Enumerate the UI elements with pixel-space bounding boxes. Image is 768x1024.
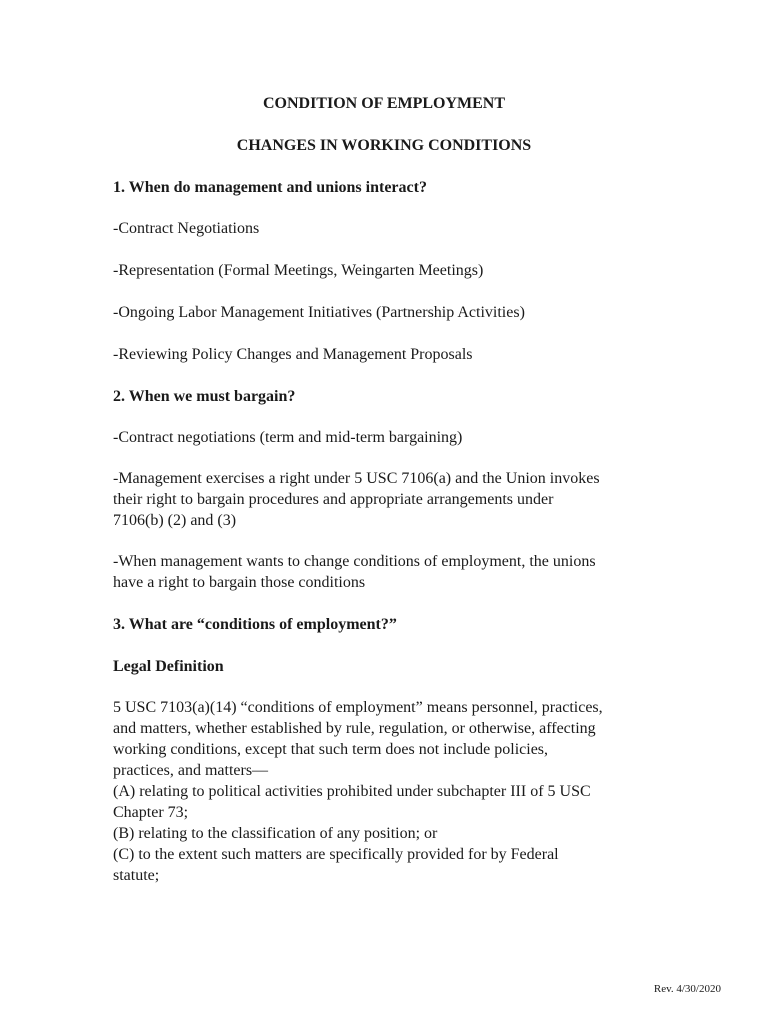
- list-item: -Ongoing Labor Management Initiatives (Partnership Activities): [113, 304, 525, 321]
- question-3-heading: 3. What are “conditions of employment?”: [113, 616, 397, 633]
- list-item: -Contract negotiations (term and mid-term bargaining): [113, 429, 463, 446]
- definition-line: practices, and matters—: [113, 762, 269, 779]
- definition-line: statute;: [113, 867, 160, 884]
- definition-line: 5 USC 7103(a)(14) “conditions of employment” means personnel, practices,: [113, 699, 603, 716]
- definition-line: Chapter 73;: [113, 804, 189, 821]
- legal-definition-heading: Legal Definition: [113, 658, 224, 675]
- question-1-heading: 1. When do management and unions interact?: [113, 179, 427, 196]
- paragraph-line: -When management wants to change conditions of employment, the unions: [113, 553, 596, 570]
- paragraph-line: -Management exercises a right under 5 USC 7106(a) and the Union invokes: [113, 470, 600, 487]
- list-item: -Contract Negotiations: [113, 220, 260, 237]
- definition-line: and matters, whether established by rule, regulation, or otherwise, affecting: [113, 720, 596, 737]
- definition-line: (A) relating to political activities prohibited under subchapter III of 5 USC: [113, 783, 591, 800]
- document-title: CONDITION OF EMPLOYMENT: [262, 95, 506, 112]
- definition-line: (C) to the extent such matters are specifically provided for by Federal: [113, 846, 559, 863]
- definition-line: (B) relating to the classification of any position; or: [113, 825, 438, 842]
- question-2-heading: 2. When we must bargain?: [113, 388, 296, 405]
- paragraph-line: 7106(b) (2) and (3): [113, 512, 237, 529]
- paragraph-line: their right to bargain procedures and appropriate arrangements under: [113, 491, 554, 508]
- document-subtitle: CHANGES IN WORKING CONDITIONS: [236, 137, 532, 154]
- list-item: -Representation (Formal Meetings, Weingarten Meetings): [113, 262, 484, 279]
- definition-line: working conditions, except that such term does not include policies,: [113, 741, 549, 758]
- list-item: -Reviewing Policy Changes and Management Proposals: [113, 346, 473, 363]
- revision-date: Rev. 4/30/2020: [653, 983, 721, 995]
- paragraph-line: have a right to bargain those conditions: [113, 574, 366, 591]
